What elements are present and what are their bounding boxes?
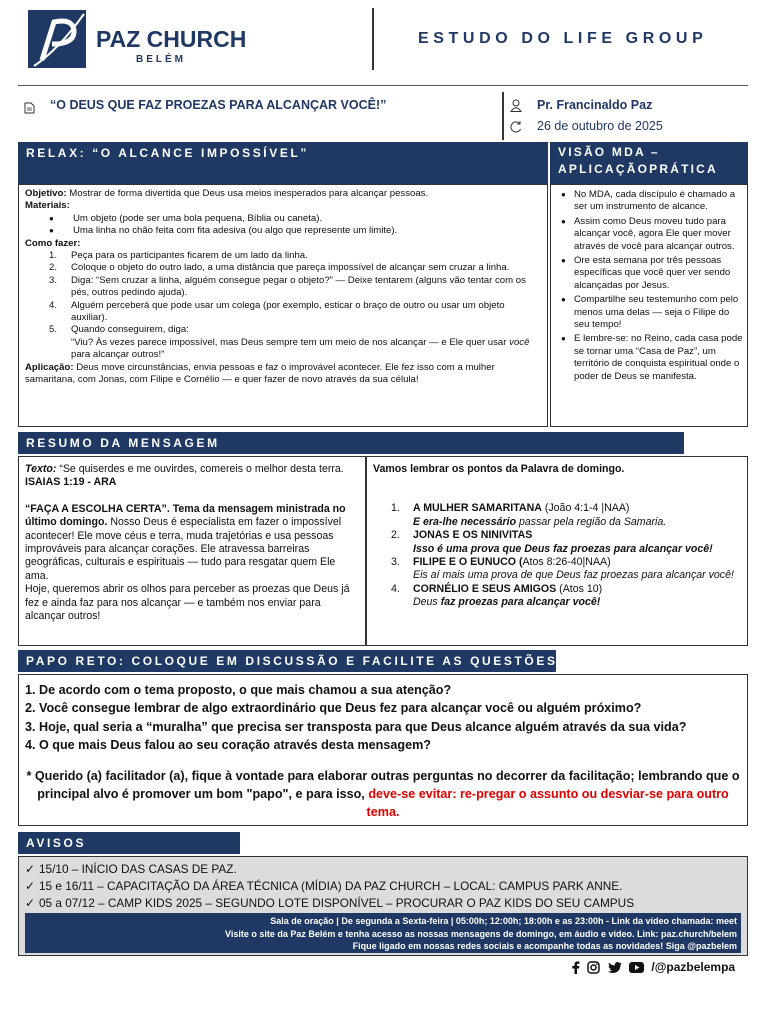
point-item: 1. A MULHER SAMARITANA (João 4:1-4 |NAA) E era-lhe necessário passar pela região da Samaria. bbox=[391, 502, 667, 528]
mda-item: ● No MDA, cada discípulo é chamado a ser um instrumento de alcance. bbox=[561, 189, 743, 214]
theme-paragraph: “FAÇA A ESCOLHA CERTA”. Tema da mensagem ministrada no último domingo. Nosso Deus é especialista em fazer o impossível acontecer! Ele move céus e terra, muda trajetórias e usa pessoas improváveis para alcançar corações. Ele atravessa barreiras geográficas, culturais e espirituais — tudo para resgatar quem Ele ama. bbox=[25, 502, 346, 582]
header-divider bbox=[372, 8, 374, 70]
twitter-icon[interactable] bbox=[608, 962, 622, 974]
question-item: 4. O que mais Deus falou ao seu coração através desta mensagem? bbox=[25, 738, 431, 753]
document-title: ESTUDO DO LIFE GROUP bbox=[418, 30, 708, 47]
avisos-section-header: AVISOS bbox=[18, 832, 240, 854]
question-item: 2. Você consegue lembrar de algo extraordinário que Deus fez para alcançar você ou alguém próximo? bbox=[25, 701, 642, 716]
closing-paragraph: Hoje, queremos abrir os olhos para perceber as proezas que Deus já fez e ainda faz para nos alcançar — e também nos enviar para alcançar outros! bbox=[25, 583, 350, 623]
resumo-summary bbox=[18, 456, 366, 646]
aviso-item: ✓ 05 a 07/12 – CAMP KIDS 2025 – SEGUNDO LOTE DISPONÍVEL – PROCURAR O PAZ KIDS DO SEU CAMPUS bbox=[25, 896, 635, 910]
step-item: 3. Diga: “Sem cruzar a linha, alguém consegue pegar o objeto?” — Deixe tentarem (alguns vão tentar com os pés, outros pedindo ajuda). bbox=[49, 274, 526, 299]
header-rule bbox=[18, 85, 748, 86]
material-item: ● Um objeto (pode ser uma bola pequena, Bíblia ou caneta). bbox=[25, 213, 541, 225]
point-item: 3. FILIPE E O EUNUCO (Atos 8:26-40|NAA) Eis aí mais uma prova de que Deus faz proezas para alcançar você! bbox=[391, 556, 734, 582]
relax-section-header: RELAX: “O ALCANCE IMPOSSÍVEL” bbox=[18, 142, 548, 184]
instagram-icon[interactable] bbox=[587, 961, 600, 974]
application-line bbox=[25, 362, 541, 387]
facebook-icon[interactable] bbox=[571, 961, 580, 974]
prayer-room-info: Sala de oração | De segunda a Sexta-feira | 05:00h; 12:00h; 18:00h e as 23:00h - Link da vídeo chamada: meet bbox=[270, 916, 737, 926]
verse-ref: ISAIAS 1:19 - ARA bbox=[25, 476, 117, 489]
page-header bbox=[0, 0, 768, 80]
question-item: 1. De acordo com o tema proposto, o que mais chamou a sua atenção? bbox=[25, 683, 452, 697]
text-label: Texto: bbox=[25, 463, 57, 475]
application-text: Deus move circunstâncias, envia pessoas e faz o improvável acontecer. Ele fez isso com a mulher samaritana, com Jonas, com Filipe e Cornélio — e quer fazer de novo através da sua célula! bbox=[25, 361, 495, 386]
objective-line bbox=[25, 188, 541, 200]
step-item: 1. Peça para os participantes ficarem de um lado da linha. bbox=[49, 250, 308, 262]
social-links bbox=[571, 960, 735, 976]
objective-label: Objetivo: bbox=[25, 188, 67, 199]
warning-text: deve-se evitar: re-pregar o assunto ou desviar-se para outro tema. bbox=[366, 787, 729, 820]
brand-location: BELÉM bbox=[136, 54, 186, 65]
resumo-points bbox=[366, 456, 748, 646]
relax-content bbox=[18, 184, 548, 427]
document-icon bbox=[24, 102, 35, 114]
message-date: 26 de outubro de 2025 bbox=[537, 119, 663, 133]
mda-item: ● E lembre-se: no Reino, cada casa pode se tornar uma “Casa de Paz”, um território de conquista espiritual onde o poder de Deus se manifesta. bbox=[561, 333, 743, 383]
avisos-content bbox=[18, 856, 748, 956]
objective-text: Mostrar de forma divertida que Deus usa meios inesperados para alcançar pessoas. bbox=[66, 188, 429, 199]
step-item: 4. Alguém perceberá que pode usar um colega (por exemplo, esticar o braço de outro ou usar um objeto auxiliar). bbox=[49, 299, 505, 324]
step-item: 2. Coloque o objeto do outro lado, a uma distância que pareça impossível de alcançar sem cruzar a linha. bbox=[49, 262, 510, 274]
speaker-name: Pr. Francinaldo Paz bbox=[537, 98, 653, 112]
calendar-refresh-icon bbox=[510, 120, 522, 133]
facilitator-note: * Querido (a) facilitador (a), fique à vontade para elaborar outras perguntas no decorrer da facilitação; lembrando que o principal alvo é promover um bom "papo", e para isso, deve-se evitar: re-pregar o assunto ou desviar-se para outro tema. bbox=[26, 768, 740, 820]
papo-content bbox=[18, 674, 748, 826]
paz-church-logo-icon bbox=[28, 10, 86, 68]
message-title: “O DEUS QUE FAZ PROEZAS PARA ALCANÇAR VOCÊ!” bbox=[50, 98, 387, 112]
question-item: 3. Hoje, qual seria a “muralha” que precisa ser transposta para que Deus alcance alguém através da sua vida? bbox=[25, 719, 687, 734]
check-icon: ✓ bbox=[25, 896, 35, 910]
aviso-item: ✓ 15/10 – INÍCIO DAS CASAS DE PAZ. bbox=[25, 862, 237, 876]
social-handle[interactable]: /@pazbelempa bbox=[651, 960, 736, 974]
resumo-section-header: RESUMO DA MENSAGEM bbox=[18, 432, 684, 454]
points-intro: Vamos lembrar os pontos da Palavra de domingo. bbox=[373, 463, 625, 475]
mda-title-line-1: VISÃO MDA – bbox=[558, 145, 660, 159]
mda-section-header bbox=[550, 142, 748, 184]
application-label: Aplicação: bbox=[25, 361, 74, 373]
mda-content bbox=[550, 184, 748, 427]
brand-name: PAZ CHURCH bbox=[96, 26, 247, 52]
person-icon bbox=[510, 99, 522, 112]
aviso-item: ✓ 15 e 16/11 – CAPACITAÇÃO DA ÁREA TÉCNICA (MÍDIA) DA PAZ CHURCH – LOCAL: CAMPUS PARK ANNE. bbox=[25, 879, 623, 893]
materials-label: Materiais: bbox=[25, 200, 70, 212]
info-divider bbox=[502, 92, 504, 140]
youtube-icon[interactable] bbox=[629, 962, 644, 973]
message-info-row bbox=[18, 92, 748, 140]
check-icon: ✓ bbox=[25, 862, 35, 876]
point-item: 2. JONAS E OS NINIVITAS Isso é uma prova que Deus faz proezas para alcançar você! bbox=[391, 529, 713, 555]
point-item: 4. CORNÉLIO E SEUS AMIGOS (Atos 10) Deus faz proezas para alcançar você! bbox=[391, 582, 603, 609]
mda-item: ● Assim como Deus moveu tudo para alcançar você, agora Ele quer mover através de você para alcançar outros. bbox=[561, 216, 743, 253]
site-info: Visite o site da Paz Belém e tenha acesso as nossas mensagens de domingo, em áudio e vídeo. Link: paz.church/belem bbox=[224, 928, 737, 939]
how-label: Como fazer: bbox=[25, 237, 81, 249]
social-info: Fique ligado em nossas redes sociais e acompanhe todas as novidades! Siga @pazbelem bbox=[352, 941, 737, 952]
text-verse bbox=[25, 463, 359, 490]
step-item: 5. Quando conseguirem, diga: bbox=[49, 324, 189, 336]
check-icon: ✓ bbox=[25, 879, 35, 893]
papo-section-header: PAPO RETO: COLOQUE EM DISCUSSÃO E FACILITE AS QUESTÕES bbox=[18, 650, 556, 672]
mda-title-line-2: APLICAÇÃOPRÁTICA bbox=[558, 162, 718, 176]
verse-quote: “Se quiserdes e me ouvirdes, comereis o melhor desta terra. bbox=[56, 463, 344, 475]
mda-item: ● Ore esta semana por três pessoas específicas que você quer ver sendo alcançadas por Jesus. bbox=[561, 255, 743, 292]
step-quote: “Viu? Às vezes parece impossível, mas Deus sempre tem um meio de nos alcançar — e Ele quer usar você para alcançar outros!” bbox=[71, 336, 530, 361]
mda-item: ● Compartilhe seu testemunho com pelo menos uma delas — seja o Filipe do seu tempo! bbox=[561, 294, 743, 331]
material-item: ● Uma linha no chão feita com fita adesiva (ou algo que represente um limite). bbox=[25, 225, 541, 237]
footer-band bbox=[25, 913, 741, 953]
